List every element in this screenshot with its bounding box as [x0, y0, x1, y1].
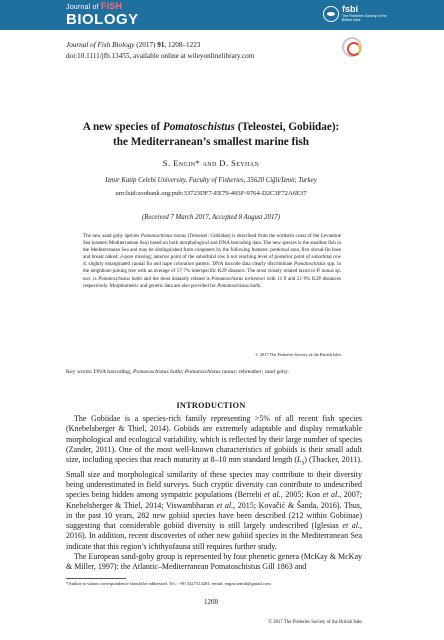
- abstract-species: P. nanus: [316, 268, 334, 275]
- citation-block: [66, 40, 254, 62]
- corresponding-author-footnote: *Author to whom correspondence should be addressed. Tel.: +90 5427314281; email: engin.semih@gmail.com: [66, 581, 271, 586]
- zoobank-urn: urn:lsid:zoobank.org:pub:33723DF7-EE79-493F-9764-D2C3F72A6E37: [115, 190, 307, 197]
- abstract-text: and the most distantly related is: [141, 275, 212, 282]
- abstract: [83, 233, 341, 290]
- fish-emblem-icon: [323, 6, 339, 22]
- author-list: S. Engin* and D. Seyhan: [162, 158, 260, 168]
- doi-line[interactable]: doi:10.1111/jfb.13455, available online at wileyonlinelibrary.com: [66, 52, 255, 60]
- title-pre: A new species of: [82, 121, 163, 133]
- keywords-label: Key words: DNA barcoding;: [66, 369, 133, 375]
- abstract-text: spp. in the neighbour-joining tree with an average of 17·7% interspecific K2P distance. The most closely related taxon to: [83, 261, 341, 275]
- society-subtitle: The Fisheries Society of the British Isles: [342, 14, 387, 23]
- abstract-copyright: © 2017 The Fisheries Society of the British Isles: [255, 352, 341, 357]
- society-name: fsbi: [342, 4, 359, 14]
- introduction-paragraph: The European sand-goby group is represented by four phenetic genera (McKay & McKay & Miller, 1997): the Atlantic–Mediterranean Pomatoschistus Gill 1863 and: [66, 551, 362, 572]
- introduction-body: [66, 414, 362, 572]
- abstract-species: Pomatoschistus bathi: [217, 282, 261, 289]
- keyword-separator: ;: [181, 369, 185, 375]
- abstract-species: Pomatoschistus tortonesei: [211, 275, 265, 282]
- logo-line2: BIOLOGY: [66, 11, 139, 28]
- article-title: [66, 120, 356, 150]
- abstract-text: .: [260, 282, 262, 289]
- footer-copyright: © 2017 The Fisheries Society of the British Isles: [268, 620, 362, 625]
- crossmark-icon[interactable]: [342, 37, 362, 57]
- citation-volume: 91: [157, 41, 165, 49]
- abstract-text: -pore missing; anterior point of the suborbital row b not reaching level of posterior point of suborbital row d; slightly emarginated caudal fin and nape coloration pattern. DNA barcode data clearly discriminate: [83, 254, 342, 268]
- title-line2: the Mediterranean’s smallest marine fish: [113, 136, 309, 148]
- abstract-pore-symbol: ŏ: [120, 254, 123, 261]
- journal-name: Journal of Fish Biology: [66, 41, 135, 49]
- keyword: Pomatoschistus nanus: [184, 369, 236, 375]
- abstract-text: with 11·9 and 21·9% K2P distances respectively. Morphometric and genetic data are also provided for: [83, 275, 341, 289]
- abstract-text: sp. nov. is: [83, 268, 342, 282]
- keywords: [66, 368, 362, 376]
- abstract-text: (Teleostei: Gobiidae) is described from the northern coast of the Levantine Sea (eastern Mediterranean Sea) based on both morphological and DNA barcoding data. The new species is the smallest fish in the Mediterranean Sea and may be distinguished from congeners by the following features: predorsal area, first dorsal-fin base and breast naked;: [83, 233, 341, 261]
- society-logo: [323, 5, 394, 23]
- received-accepted-dates: (Received 7 March 2017, Accepted 8 August 2017): [141, 214, 281, 221]
- introduction-paragraph: The Gobiidae is a species-rich family representing >5% of all recent fish species (Knebelsberger & Thiel, 2014). Gobiids are extremely adaptable and display remarkable morphological and ecological variability, which is reflected by their large number of species (Zander, 2011). One of the most well-known characteristics of gobiids is their small adult size, including species that reach maturity at 8–10 mm standard length $(L_S)$ (Thacker, 2011). Small size and morphological similarity of these species may contribute to their diversity being underestimated in field surveys. Such cryptic diversity can contribute to undescribed species being hidden among sympatric populations (Berrebi et al., 2005; Kon et al., 2007; Knebelsberger & Thiel, 2014; Viswambharan et al., 2015; Kovačić & Šanda, 2016). Thus, in the past 10 years, 282 new gobiid species have been described (212 within Gobiinae) suggesting that considerable gobiid diversity is still largely undescribed (Iglesias et al., 2016). In addition, recent discoveries of other new gobiid species in the Mediterranean Sea indicate that this region’s ichthyofauna still requires further study.: [66, 414, 363, 551]
- title-genus: Pomatoschistus: [162, 121, 235, 133]
- logo-line1-accent: FISH: [100, 1, 123, 11]
- abstract-species: Pomatoschistus nanus: [140, 233, 187, 239]
- title-post: (Teleostei, Gobiidae):: [234, 121, 340, 133]
- affiliation: Izmir Katip Celebi University, Faculty of Fisheries, 35620 Ciğli/İzmir, Turkey: [105, 177, 317, 184]
- abstract-text: The new sand goby species: [83, 233, 141, 239]
- abstract-genus: Pomatoschistus: [293, 261, 326, 268]
- keyword: Pomatoschistus bathi: [132, 369, 182, 375]
- section-heading-introduction: INTRODUCTION: [176, 401, 246, 410]
- logo-line1-prefix: Journal of: [66, 4, 99, 11]
- page-number: 1208: [204, 598, 218, 606]
- journal-logo: [66, 2, 139, 27]
- abstract-species: Pomatoschistus bathi: [98, 275, 142, 282]
- citation-year: (2017): [136, 41, 156, 49]
- keyword-rest: ; rebreather; sand goby.: [235, 369, 289, 375]
- footnote-divider: [66, 578, 126, 579]
- journal-header-band: [0, 0, 444, 30]
- citation-pages: , 1208–1223: [164, 41, 201, 49]
